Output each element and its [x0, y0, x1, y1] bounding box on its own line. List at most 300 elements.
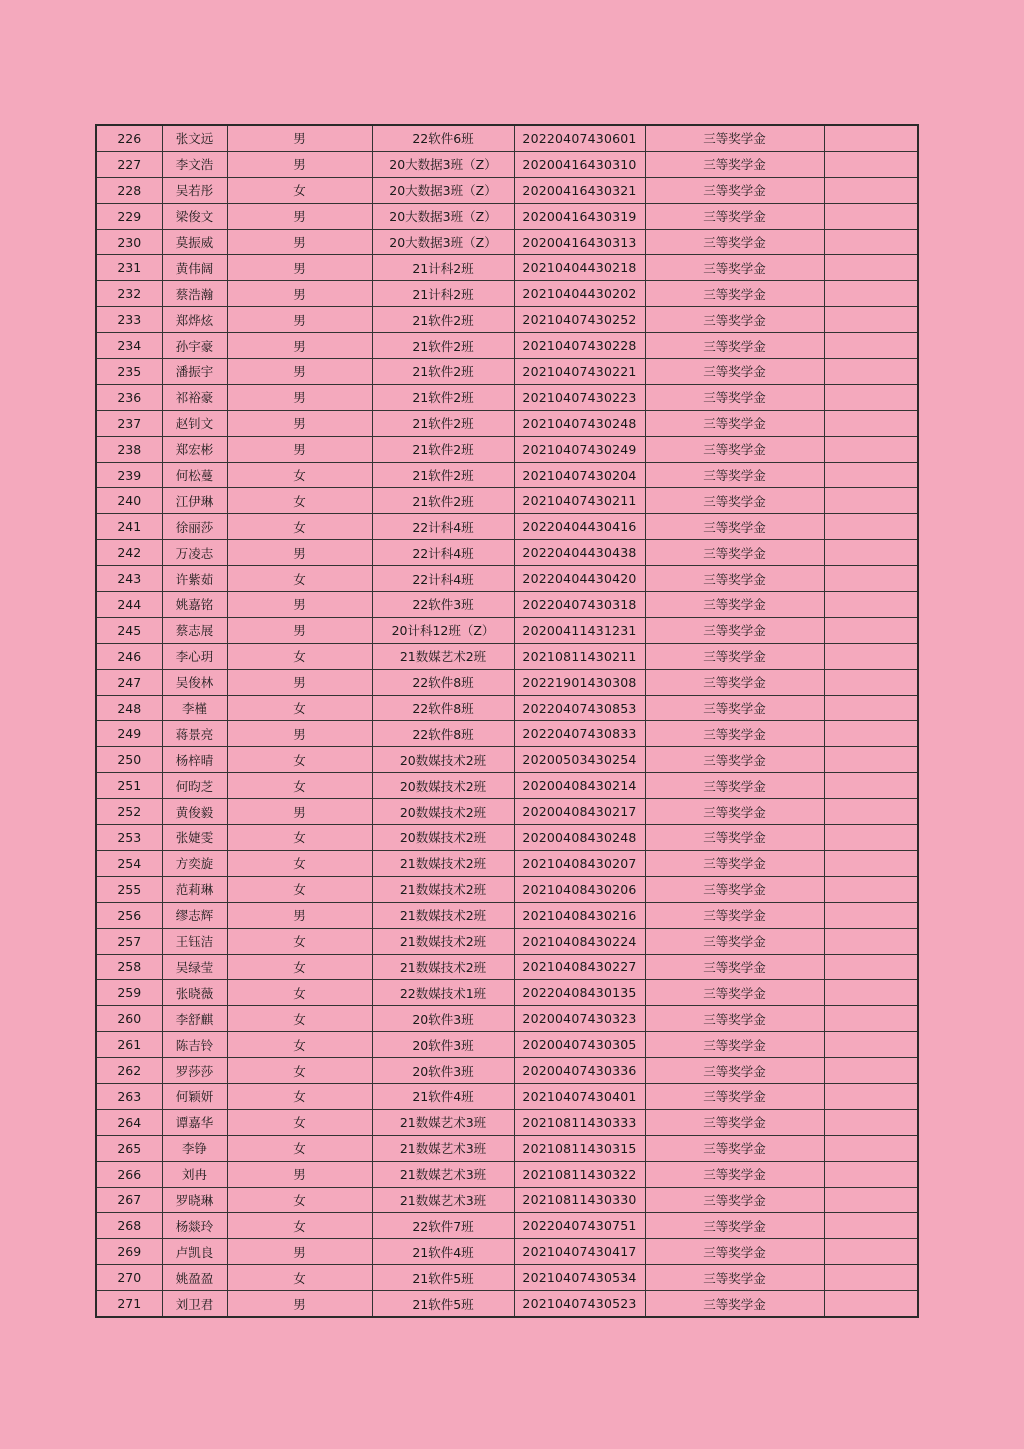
award-level: 三等奖学金	[645, 177, 824, 203]
row-number: 270	[96, 1265, 162, 1291]
remark	[824, 1213, 918, 1239]
student-name: 郑宏彬	[162, 436, 227, 462]
row-number: 248	[96, 695, 162, 721]
gender: 女	[227, 695, 372, 721]
table-body	[96, 125, 918, 1317]
student-id: 20210404430202	[514, 281, 645, 307]
student-name: 徐丽莎	[162, 514, 227, 540]
remark	[824, 799, 918, 825]
row-number: 238	[96, 436, 162, 462]
remark	[824, 1135, 918, 1161]
remark	[824, 980, 918, 1006]
remark	[824, 1032, 918, 1058]
remark	[824, 876, 918, 902]
gender: 女	[227, 954, 372, 980]
award-level: 三等奖学金	[645, 462, 824, 488]
class-name: 21数媒艺术2班	[372, 643, 514, 669]
student-id: 20210407430228	[514, 333, 645, 359]
gender: 男	[227, 436, 372, 462]
row-number: 237	[96, 410, 162, 436]
row-number: 232	[96, 281, 162, 307]
award-level: 三等奖学金	[645, 1135, 824, 1161]
award-level: 三等奖学金	[645, 1083, 824, 1109]
award-level: 三等奖学金	[645, 799, 824, 825]
student-id: 20210407430401	[514, 1083, 645, 1109]
table-row	[96, 281, 918, 307]
class-name: 21软件5班	[372, 1291, 514, 1317]
class-name: 20数媒技术2班	[372, 747, 514, 773]
remark	[824, 1083, 918, 1109]
student-name: 谭嘉华	[162, 1109, 227, 1135]
class-name: 21软件2班	[372, 436, 514, 462]
table-row	[96, 928, 918, 954]
class-name: 21数媒艺术3班	[372, 1187, 514, 1213]
award-level: 三等奖学金	[645, 592, 824, 618]
student-name: 方奕旋	[162, 850, 227, 876]
row-number: 231	[96, 255, 162, 281]
student-name: 蔡志展	[162, 617, 227, 643]
class-name: 20软件3班	[372, 1032, 514, 1058]
table-row	[96, 203, 918, 229]
gender: 男	[227, 125, 372, 151]
student-name: 缪志辉	[162, 902, 227, 928]
class-name: 22软件8班	[372, 695, 514, 721]
class-name: 21软件4班	[372, 1239, 514, 1265]
student-name: 梁俊文	[162, 203, 227, 229]
gender: 女	[227, 1187, 372, 1213]
table-row	[96, 617, 918, 643]
gender: 男	[227, 1161, 372, 1187]
class-name: 22软件8班	[372, 721, 514, 747]
award-level: 三等奖学金	[645, 359, 824, 385]
remark	[824, 1161, 918, 1187]
student-id: 20220407430318	[514, 592, 645, 618]
class-name: 20数媒技术2班	[372, 773, 514, 799]
remark	[824, 747, 918, 773]
student-id: 20200411431231	[514, 617, 645, 643]
award-level: 三等奖学金	[645, 643, 824, 669]
remark	[824, 488, 918, 514]
row-number: 242	[96, 540, 162, 566]
student-name: 李槿	[162, 695, 227, 721]
remark	[824, 773, 918, 799]
gender: 女	[227, 928, 372, 954]
table-row	[96, 1135, 918, 1161]
gender: 男	[227, 151, 372, 177]
row-number: 251	[96, 773, 162, 799]
student-id: 20200416430319	[514, 203, 645, 229]
row-number: 271	[96, 1291, 162, 1317]
gender: 男	[227, 384, 372, 410]
award-level: 三等奖学金	[645, 1213, 824, 1239]
table-row	[96, 488, 918, 514]
class-name: 21数媒技术2班	[372, 954, 514, 980]
student-name: 李心玥	[162, 643, 227, 669]
row-number: 227	[96, 151, 162, 177]
award-level: 三等奖学金	[645, 255, 824, 281]
row-number: 265	[96, 1135, 162, 1161]
remark	[824, 514, 918, 540]
table-row	[96, 695, 918, 721]
table-row	[96, 1006, 918, 1032]
row-number: 262	[96, 1058, 162, 1084]
gender: 女	[227, 1213, 372, 1239]
row-number: 268	[96, 1213, 162, 1239]
student-id: 20210407430248	[514, 410, 645, 436]
table-row	[96, 747, 918, 773]
gender: 女	[227, 643, 372, 669]
student-name: 孙宇豪	[162, 333, 227, 359]
table-row	[96, 462, 918, 488]
student-id: 20200408430217	[514, 799, 645, 825]
student-id: 20200416430310	[514, 151, 645, 177]
row-number: 264	[96, 1109, 162, 1135]
student-id: 20210407430249	[514, 436, 645, 462]
award-level: 三等奖学金	[645, 695, 824, 721]
student-id: 20210408430224	[514, 928, 645, 954]
student-name: 祁裕豪	[162, 384, 227, 410]
row-number: 260	[96, 1006, 162, 1032]
class-name: 21数媒技术2班	[372, 850, 514, 876]
student-name: 张文远	[162, 125, 227, 151]
table-row	[96, 1032, 918, 1058]
class-name: 22软件3班	[372, 592, 514, 618]
student-id: 20210407430211	[514, 488, 645, 514]
row-number: 239	[96, 462, 162, 488]
student-id: 20200407430323	[514, 1006, 645, 1032]
remark	[824, 436, 918, 462]
class-name: 21软件2班	[372, 333, 514, 359]
student-name: 吴俊林	[162, 669, 227, 695]
student-name: 罗莎莎	[162, 1058, 227, 1084]
remark	[824, 1265, 918, 1291]
class-name: 22软件6班	[372, 125, 514, 151]
gender: 男	[227, 721, 372, 747]
remark	[824, 229, 918, 255]
student-name: 李铮	[162, 1135, 227, 1161]
remark	[824, 540, 918, 566]
remark	[824, 384, 918, 410]
student-id: 20200408430248	[514, 825, 645, 851]
student-name: 许紫茹	[162, 566, 227, 592]
award-level: 三等奖学金	[645, 617, 824, 643]
class-name: 21软件2班	[372, 488, 514, 514]
student-name: 黄俊毅	[162, 799, 227, 825]
remark	[824, 1291, 918, 1317]
student-id: 20210407430252	[514, 307, 645, 333]
class-name: 20计科12班（Z）	[372, 617, 514, 643]
table-row	[96, 436, 918, 462]
student-id: 20210811430211	[514, 643, 645, 669]
gender: 男	[227, 281, 372, 307]
row-number: 241	[96, 514, 162, 540]
student-name: 郑烨炫	[162, 307, 227, 333]
gender: 女	[227, 566, 372, 592]
gender: 男	[227, 1291, 372, 1317]
student-id: 20210404430218	[514, 255, 645, 281]
table-row	[96, 1187, 918, 1213]
award-level: 三等奖学金	[645, 773, 824, 799]
student-name: 赵钊文	[162, 410, 227, 436]
gender: 男	[227, 1239, 372, 1265]
table-row	[96, 850, 918, 876]
student-name: 王钰洁	[162, 928, 227, 954]
row-number: 257	[96, 928, 162, 954]
row-number: 266	[96, 1161, 162, 1187]
student-id: 20210811430333	[514, 1109, 645, 1135]
class-name: 21数媒艺术3班	[372, 1109, 514, 1135]
table-row	[96, 1291, 918, 1317]
remark	[824, 721, 918, 747]
remark	[824, 928, 918, 954]
class-name: 20大数据3班（Z）	[372, 151, 514, 177]
gender: 女	[227, 462, 372, 488]
student-name: 江伊琳	[162, 488, 227, 514]
award-level: 三等奖学金	[645, 151, 824, 177]
remark	[824, 1187, 918, 1213]
student-id: 20200416430313	[514, 229, 645, 255]
student-id: 20220404430416	[514, 514, 645, 540]
class-name: 21数媒艺术3班	[372, 1161, 514, 1187]
award-level: 三等奖学金	[645, 721, 824, 747]
award-level: 三等奖学金	[645, 125, 824, 151]
student-name: 黄伟阔	[162, 255, 227, 281]
student-name: 蔡浩瀚	[162, 281, 227, 307]
gender: 女	[227, 1083, 372, 1109]
gender: 男	[227, 617, 372, 643]
remark	[824, 203, 918, 229]
award-level: 三等奖学金	[645, 954, 824, 980]
student-name: 何松蔓	[162, 462, 227, 488]
award-level: 三等奖学金	[645, 281, 824, 307]
gender: 女	[227, 980, 372, 1006]
row-number: 255	[96, 876, 162, 902]
class-name: 21计科2班	[372, 255, 514, 281]
remark	[824, 151, 918, 177]
student-id: 20200503430254	[514, 747, 645, 773]
row-number: 258	[96, 954, 162, 980]
remark	[824, 255, 918, 281]
row-number: 256	[96, 902, 162, 928]
class-name: 21软件2班	[372, 462, 514, 488]
student-name: 李舒麒	[162, 1006, 227, 1032]
gender: 女	[227, 1006, 372, 1032]
gender: 男	[227, 229, 372, 255]
award-level: 三等奖学金	[645, 566, 824, 592]
student-id: 20210407430223	[514, 384, 645, 410]
award-level: 三等奖学金	[645, 1161, 824, 1187]
remark	[824, 462, 918, 488]
student-id: 20200408430214	[514, 773, 645, 799]
remark	[824, 902, 918, 928]
award-level: 三等奖学金	[645, 850, 824, 876]
student-name: 姚嘉铭	[162, 592, 227, 618]
student-id: 20210407430204	[514, 462, 645, 488]
student-id: 20200407430305	[514, 1032, 645, 1058]
remark	[824, 307, 918, 333]
award-level: 三等奖学金	[645, 669, 824, 695]
student-id: 20210811430330	[514, 1187, 645, 1213]
row-number: 228	[96, 177, 162, 203]
class-name: 21软件2班	[372, 307, 514, 333]
class-name: 22计科4班	[372, 566, 514, 592]
award-level: 三等奖学金	[645, 514, 824, 540]
gender: 女	[227, 747, 372, 773]
gender: 男	[227, 203, 372, 229]
row-number: 261	[96, 1032, 162, 1058]
gender: 女	[227, 773, 372, 799]
row-number: 226	[96, 125, 162, 151]
gender: 女	[227, 1058, 372, 1084]
award-level: 三等奖学金	[645, 1032, 824, 1058]
remark	[824, 1109, 918, 1135]
class-name: 21数媒艺术3班	[372, 1135, 514, 1161]
table-row	[96, 954, 918, 980]
remark	[824, 825, 918, 851]
remark	[824, 177, 918, 203]
student-name: 姚盈盈	[162, 1265, 227, 1291]
table-row	[96, 980, 918, 1006]
class-name: 20软件3班	[372, 1006, 514, 1032]
class-name: 20软件3班	[372, 1058, 514, 1084]
table-row	[96, 669, 918, 695]
table-row	[96, 643, 918, 669]
student-id: 20210407430534	[514, 1265, 645, 1291]
row-number: 247	[96, 669, 162, 695]
student-id: 20210407430221	[514, 359, 645, 385]
remark	[824, 643, 918, 669]
student-id: 20210811430322	[514, 1161, 645, 1187]
student-id: 20210408430227	[514, 954, 645, 980]
award-level: 三等奖学金	[645, 1058, 824, 1084]
table-row	[96, 1265, 918, 1291]
table-row	[96, 410, 918, 436]
table-row	[96, 1239, 918, 1265]
table-row	[96, 566, 918, 592]
gender: 女	[227, 514, 372, 540]
remark	[824, 359, 918, 385]
class-name: 21软件2班	[372, 359, 514, 385]
table-row	[96, 151, 918, 177]
table-row	[96, 1213, 918, 1239]
row-number: 245	[96, 617, 162, 643]
student-id: 20220404430438	[514, 540, 645, 566]
student-id: 20220407430751	[514, 1213, 645, 1239]
gender: 男	[227, 902, 372, 928]
table-row	[96, 125, 918, 151]
award-level: 三等奖学金	[645, 488, 824, 514]
award-level: 三等奖学金	[645, 333, 824, 359]
student-name: 杨梓晴	[162, 747, 227, 773]
class-name: 20数媒技术2班	[372, 825, 514, 851]
student-name: 张晓薇	[162, 980, 227, 1006]
row-number: 269	[96, 1239, 162, 1265]
student-name: 蒋景亮	[162, 721, 227, 747]
row-number: 244	[96, 592, 162, 618]
table-row	[96, 799, 918, 825]
class-name: 22计科4班	[372, 514, 514, 540]
table-row	[96, 384, 918, 410]
row-number: 254	[96, 850, 162, 876]
gender: 男	[227, 255, 372, 281]
student-name: 吴绿莹	[162, 954, 227, 980]
class-name: 21数媒技术2班	[372, 902, 514, 928]
gender: 男	[227, 799, 372, 825]
award-level: 三等奖学金	[645, 203, 824, 229]
student-id: 20210408430207	[514, 850, 645, 876]
award-level: 三等奖学金	[645, 307, 824, 333]
row-number: 249	[96, 721, 162, 747]
row-number: 240	[96, 488, 162, 514]
remark	[824, 850, 918, 876]
student-id: 20220407430833	[514, 721, 645, 747]
class-name: 20大数据3班（Z）	[372, 203, 514, 229]
table-row	[96, 229, 918, 255]
award-level: 三等奖学金	[645, 436, 824, 462]
table-row	[96, 773, 918, 799]
student-name: 李文浩	[162, 151, 227, 177]
student-name: 陈吉铃	[162, 1032, 227, 1058]
student-id: 20200416430321	[514, 177, 645, 203]
table-row	[96, 307, 918, 333]
award-level: 三等奖学金	[645, 825, 824, 851]
table-row	[96, 902, 918, 928]
class-name: 22计科4班	[372, 540, 514, 566]
table-row	[96, 514, 918, 540]
award-level: 三等奖学金	[645, 1109, 824, 1135]
gender: 男	[227, 359, 372, 385]
award-level: 三等奖学金	[645, 229, 824, 255]
class-name: 21软件5班	[372, 1265, 514, 1291]
class-name: 20大数据3班（Z）	[372, 229, 514, 255]
student-name: 莫振威	[162, 229, 227, 255]
award-level: 三等奖学金	[645, 747, 824, 773]
row-number: 229	[96, 203, 162, 229]
student-name: 万凌志	[162, 540, 227, 566]
student-id: 20220408430135	[514, 980, 645, 1006]
table-row	[96, 177, 918, 203]
student-name: 潘振宇	[162, 359, 227, 385]
row-number: 246	[96, 643, 162, 669]
student-id: 20210408430216	[514, 902, 645, 928]
award-level: 三等奖学金	[645, 980, 824, 1006]
remark	[824, 566, 918, 592]
gender: 女	[227, 1032, 372, 1058]
gender: 男	[227, 592, 372, 618]
gender: 男	[227, 669, 372, 695]
award-level: 三等奖学金	[645, 410, 824, 436]
gender: 女	[227, 825, 372, 851]
student-id: 20220407430601	[514, 125, 645, 151]
student-name: 张婕雯	[162, 825, 227, 851]
award-level: 三等奖学金	[645, 1187, 824, 1213]
table-row	[96, 333, 918, 359]
gender: 女	[227, 177, 372, 203]
remark	[824, 410, 918, 436]
student-name: 何昀芝	[162, 773, 227, 799]
student-name: 刘冉	[162, 1161, 227, 1187]
gender: 男	[227, 410, 372, 436]
remark	[824, 1006, 918, 1032]
class-name: 22软件8班	[372, 669, 514, 695]
remark	[824, 125, 918, 151]
row-number: 263	[96, 1083, 162, 1109]
student-id: 20210407430523	[514, 1291, 645, 1317]
row-number: 243	[96, 566, 162, 592]
table-row	[96, 825, 918, 851]
student-id: 20220407430853	[514, 695, 645, 721]
scholarship-table	[95, 124, 919, 1318]
